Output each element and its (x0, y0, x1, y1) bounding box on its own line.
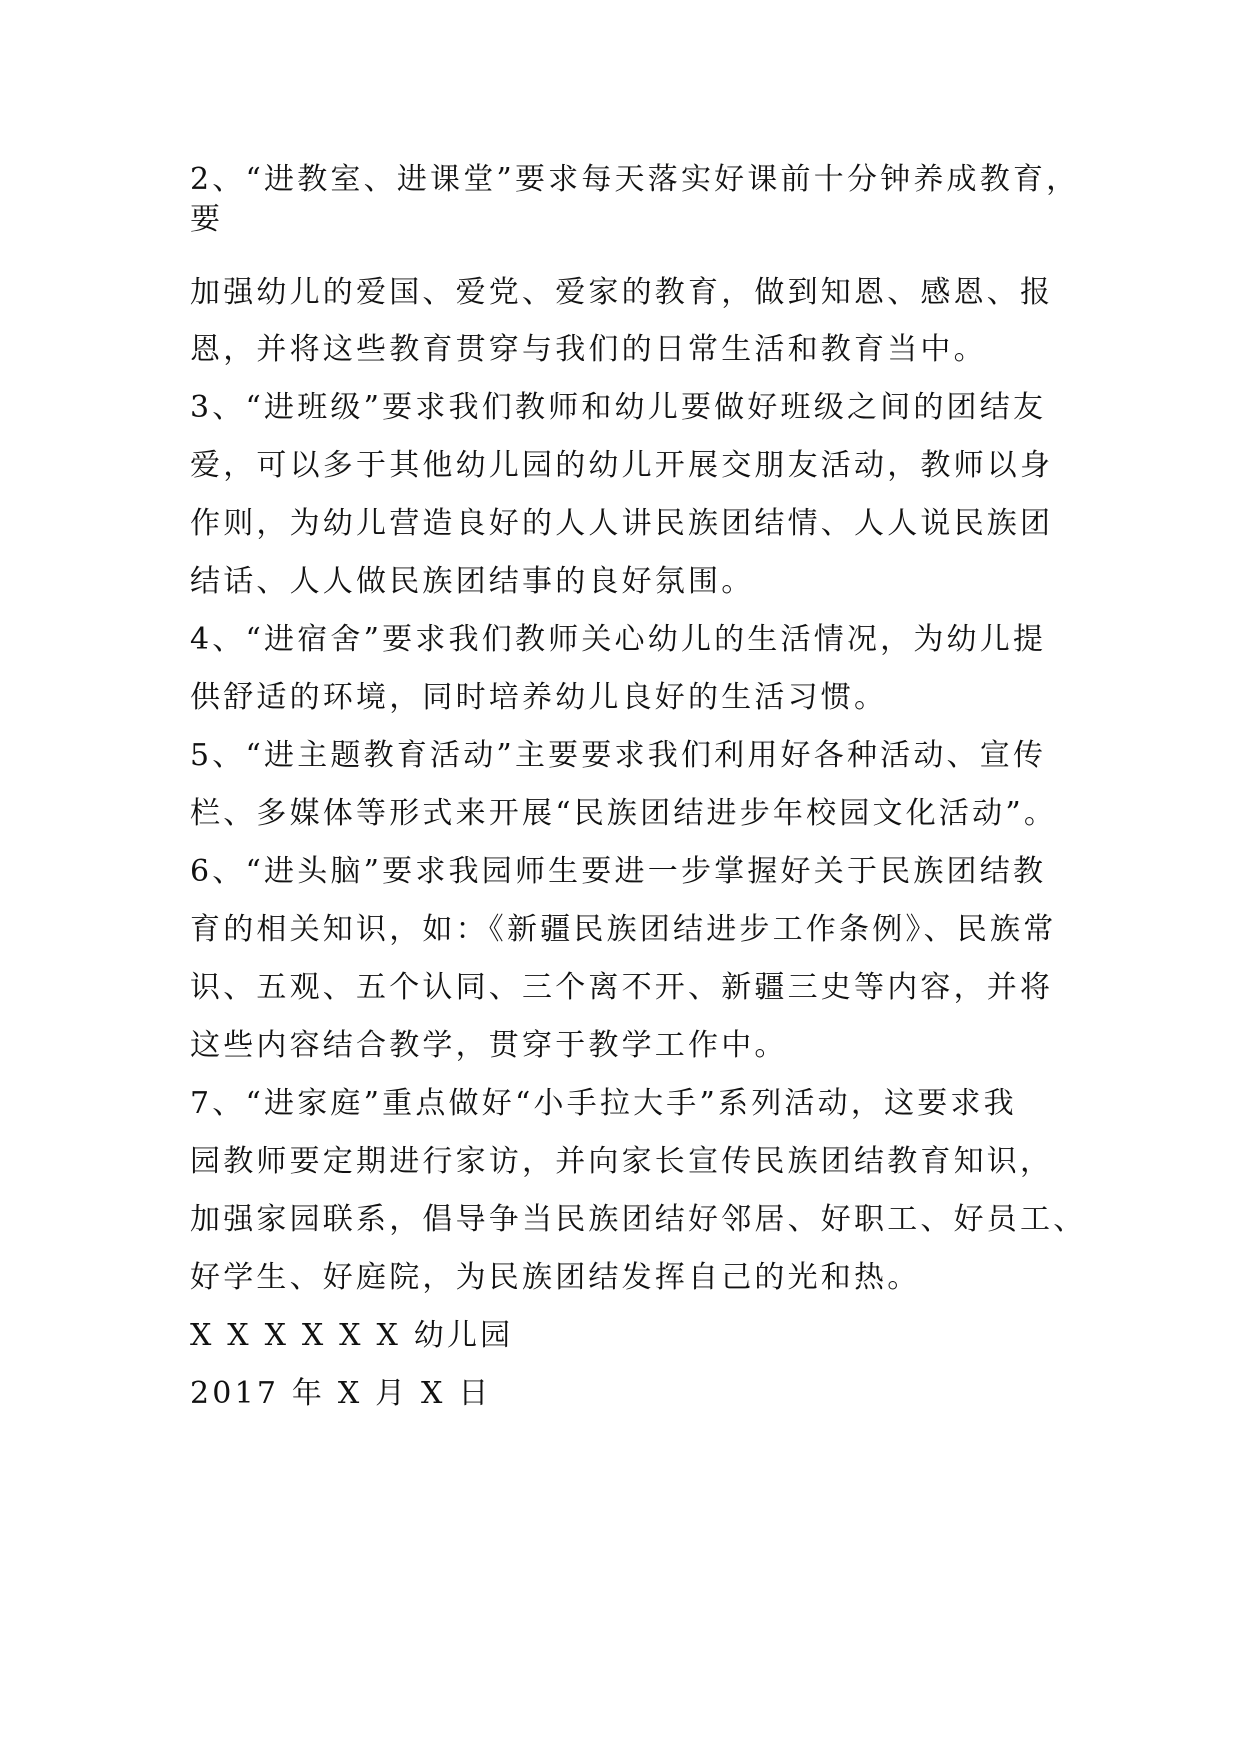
paragraph-6-line-3: 识、五观、五个认同、三个离不开、新疆三史等内容，并将 (190, 970, 1054, 1005)
paragraph-3-line-3: 作则，为幼儿营造良好的人人讲民族团结情、人人说民族团 (190, 506, 1054, 541)
paragraph-4-line-1: 4、“进宿舍”要求我们教师关心幼儿的生活情况，为幼儿提 (190, 622, 1047, 657)
paragraph-6-line-2: 育的相关知识，如：《新疆民族团结进步工作条例》、民族常 (190, 912, 1057, 947)
paragraph-7-line-4: 好学生、好庭院，为民族团结发挥自己的光和热。 (190, 1260, 921, 1295)
paragraph-5-line-1: 5、“进主题教育活动”主要要求我们利用好各种活动、宣传 (190, 738, 1047, 773)
signature-organization: X X X X X X 幼儿园 (190, 1318, 514, 1353)
paragraph-6-line-4: 这些内容结合教学，贯穿于教学工作中。 (190, 1028, 788, 1063)
paragraph-7-line-3: 加强家园联系，倡导争当民族团结好邻居、好职工、好员工、 (190, 1202, 1087, 1237)
paragraph-2-line-2: 要 (190, 202, 224, 237)
paragraph-7-line-1: 7、“进家庭”重点做好“小手拉大手”系列活动，这要求我 (190, 1086, 1017, 1121)
paragraph-3-line-2: 爱，可以多于其他幼儿园的幼儿开展交朋友活动，教师以身 (190, 448, 1054, 483)
paragraph-2-line-3: 加强幼儿的爱国、爱党、爱家的教育，做到知恩、感恩、报 (190, 275, 1054, 310)
paragraph-7-line-2: 园教师要定期进行家访，并向家长宣传民族团结教育知识， (190, 1144, 1054, 1179)
paragraph-6-line-1: 6、“进头脑”要求我园师生要进一步掌握好关于民族团结教 (190, 854, 1047, 889)
paragraph-2-line-1: 2、“进教室、进课堂”要求每天落实好课前十分钟养成教育， (190, 162, 1080, 197)
paragraph-3-line-4: 结话、人人做民族团结事的良好氛围。 (190, 564, 755, 599)
paragraph-2-line-4: 恩，并将这些教育贯穿与我们的日常生活和教育当中。 (190, 332, 987, 367)
paragraph-5-line-2: 栏、多媒体等形式来开展“民族团结进步年校园文化活动”。 (190, 796, 1058, 831)
paragraph-3-line-1: 3、“进班级”要求我们教师和幼儿要做好班级之间的团结友 (190, 390, 1047, 425)
signature-date: 2017 年 X 月 X 日 (190, 1376, 492, 1411)
paragraph-4-line-2: 供舒适的环境，同时培养幼儿良好的生活习惯。 (190, 680, 888, 715)
